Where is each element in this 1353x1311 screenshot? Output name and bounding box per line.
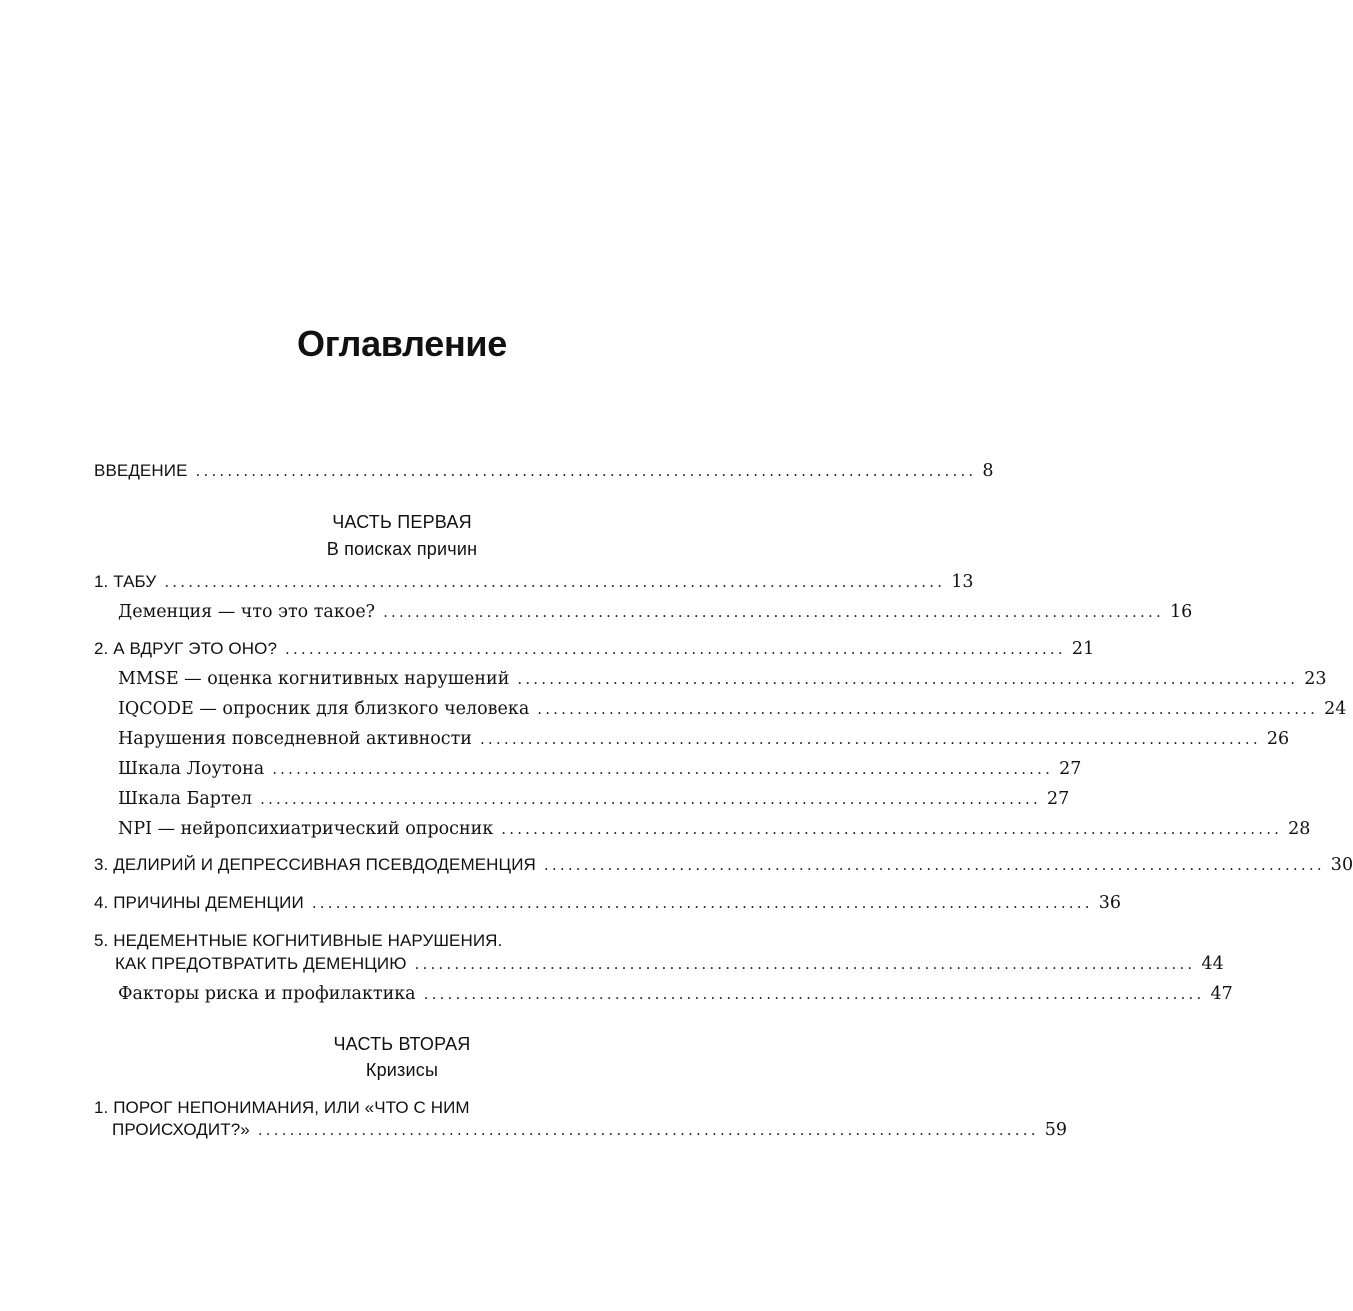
dot-leader: .................................................................................................. (257, 1121, 1039, 1139)
toc-entry-page: 27 (1059, 759, 1082, 779)
toc-entry-page: 24 (1324, 699, 1347, 719)
dot-leader: .................................................................................................. (423, 985, 1205, 1003)
toc-subentry[interactable] (118, 729, 1290, 757)
toc-entry-intro[interactable] (94, 461, 994, 489)
toc-entry-label: КАК ПРЕДОТВРАТИТЬ ДЕМЕНЦИЮ (115, 954, 407, 973)
dot-leader: .................................................................................................. (501, 820, 1283, 838)
toc-entry-label: 2. А ВДРУГ ЭТО ОНО? (94, 639, 277, 658)
part-heading: ЧАСТЬ ПЕРВАЯ (332, 512, 472, 532)
toc-entry[interactable] (112, 1120, 1068, 1148)
toc-entry-page: 8 (982, 461, 994, 481)
toc-entry-page: 47 (1210, 984, 1233, 1004)
toc-entry[interactable] (94, 639, 1095, 667)
toc-entry-label: MMSE — оценка когнитивных нарушений (118, 669, 510, 689)
toc-subentry[interactable] (118, 789, 1070, 817)
dot-leader: .................................................................................................. (537, 700, 1319, 718)
dot-leader: .................................................................................................. (195, 462, 977, 480)
dot-leader: .................................................................................................. (164, 573, 946, 591)
toc-entry-label: ВВЕДЕНИЕ (94, 461, 188, 480)
toc-entry-label: 3. ДЕЛИРИЙ И ДЕПРЕССИВНАЯ ПСЕВДОДЕМЕНЦИЯ (94, 855, 536, 874)
toc-entry[interactable] (115, 954, 1224, 982)
toc-entry-label: Факторы риска и профилактика (118, 984, 416, 1004)
toc-entry-page: 26 (1266, 729, 1290, 749)
toc-entry[interactable] (94, 893, 1122, 921)
toc-subentry[interactable] (118, 759, 1082, 787)
toc-entry-page: 28 (1288, 819, 1311, 839)
toc-entry-label: Деменция — что это такое? (118, 602, 376, 622)
toc-entry-label: ПРОИСХОДИТ?» (112, 1120, 250, 1139)
toc-entry-label-line1[interactable]: 1. ПОРОГ НЕПОНИМАНИЯ, ИЛИ «ЧТО С НИМ (94, 1098, 470, 1117)
toc-entry-page: 23 (1304, 669, 1327, 689)
toc-entry-label: Шкала Бартел (118, 789, 253, 809)
dot-leader: .................................................................................................. (414, 955, 1196, 973)
toc-entry-label-line1[interactable]: 5. НЕДЕМЕНТНЫЕ КОГНИТИВНЫЕ НАРУШЕНИЯ. (94, 931, 503, 950)
toc-subentry[interactable] (118, 669, 1327, 697)
toc-subentry[interactable] (118, 699, 1347, 727)
dot-leader: .................................................................................................. (311, 894, 1093, 912)
toc-subentry[interactable] (118, 602, 1193, 630)
toc-entry-page: 16 (1169, 602, 1193, 622)
toc-entry-page: 59 (1044, 1120, 1068, 1140)
toc-entry-page: 13 (951, 572, 974, 592)
toc-entry-page: 44 (1201, 954, 1224, 974)
toc-entry-label: 1. ТАБУ (94, 572, 157, 591)
dot-leader: .................................................................................................. (383, 603, 1164, 621)
dot-leader: .................................................................................................. (285, 640, 1066, 658)
dot-leader: .................................................................................................. (517, 670, 1299, 688)
dot-leader: .................................................................................................. (272, 760, 1054, 778)
toc-entry-label: IQCODE — опросник для близкого человека (118, 699, 530, 719)
toc-entry-label: 4. ПРИЧИНЫ ДЕМЕНЦИИ (94, 893, 304, 912)
toc-entry-page: 21 (1071, 639, 1095, 659)
dot-leader: .................................................................................................. (479, 730, 1261, 748)
toc-subentry[interactable] (118, 984, 1233, 1012)
toc-entry[interactable] (94, 572, 974, 600)
toc-entry-page: 36 (1098, 893, 1122, 913)
toc-entry-label: NPI — нейропсихиатрический опросник (118, 819, 494, 839)
part-subtitle: В поисках причин (326, 539, 478, 559)
toc-subentry[interactable] (118, 819, 1311, 847)
toc-entry-page: 30 (1330, 855, 1353, 875)
dot-leader: .................................................................................................. (543, 856, 1325, 874)
part-heading: ЧАСТЬ ВТОРАЯ (333, 1034, 471, 1054)
toc-entry[interactable] (94, 855, 1353, 883)
toc-entry-page: 27 (1046, 789, 1070, 809)
part-subtitle: Кризисы (365, 1060, 439, 1080)
page-title: Оглавление (297, 323, 507, 364)
dot-leader: .................................................................................................. (260, 790, 1041, 808)
toc-entry-label: Нарушения повседневной активности (118, 729, 472, 749)
toc-entry-label: Шкала Лоутона (118, 759, 265, 779)
